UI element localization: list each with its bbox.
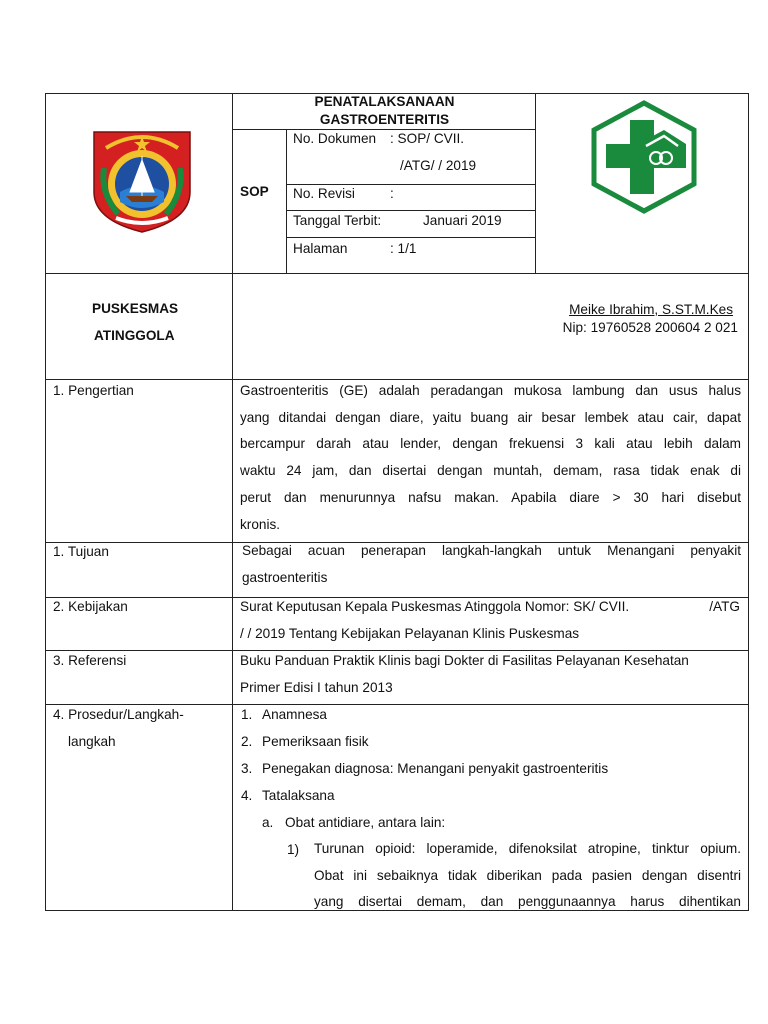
- prosedur-item-text: Tatalaksana: [262, 788, 335, 803]
- prosedur-item-num: 1.: [241, 707, 253, 722]
- no-revisi-value: :: [390, 186, 394, 201]
- referensi-line: Primer Edisi I tahun 2013: [240, 680, 393, 695]
- sub-item-a-text: Obat antidiare, antara lain:: [285, 815, 446, 830]
- prosedur-item-text: Pemeriksaan fisik: [262, 734, 369, 749]
- halaman-label: Halaman: [293, 241, 348, 256]
- pengertian-line: perut dan menurunnya nafsu makan. Apabila diare > 30 hari disebut: [240, 489, 741, 505]
- referensi-line: Buku Panduan Praktik Klinis bagi Dokter di Fasilitas Pelayanan Kesehatan: [240, 653, 689, 668]
- org-name-line2: ATINGGOLA: [94, 328, 175, 343]
- doc-title-line1: PENATALAKSANAAN: [314, 94, 455, 109]
- no-dokumen-value: : SOP/ CVII.: [390, 131, 465, 146]
- regency-seal-icon: [86, 122, 198, 234]
- no-dokumen-label: No. Dokumen: [293, 131, 377, 146]
- tanggal-terbit-label: Tanggal Terbit:: [293, 213, 382, 228]
- tujuan-line: Sebagai acuan penerapan langkah-langkah untuk Menangani penyakit: [242, 543, 741, 558]
- prosedur-item-num: 3.: [241, 761, 253, 776]
- pengertian-line: kronis.: [240, 516, 281, 532]
- sop-label: SOP: [240, 184, 269, 199]
- kebijakan-line2: / / 2019 Tentang Kebijakan Pelayanan Klinis Puskesmas: [240, 626, 580, 641]
- prosedur-item-num: 4.: [241, 788, 253, 803]
- doc-title-line2: GASTROENTERITIS: [319, 112, 450, 127]
- prosedur-label-line2: langkah: [68, 734, 116, 749]
- puskesmas-logo-icon: [590, 100, 698, 214]
- halaman-value: : 1/1: [390, 241, 417, 256]
- tujuan-text: [242, 538, 741, 591]
- tujuan-line: gastroenteritis: [242, 569, 328, 585]
- signer-name: Meike Ibrahim, S.ST.M.Kes: [569, 302, 733, 317]
- sub-item-1-line: Turunan opioid: loperamide, difenoksilat atropine, tinktur opium.: [314, 841, 741, 856]
- prosedur-item-text: Penegakan diagnosa: Menangani penyakit gastroenteritis: [262, 761, 609, 776]
- prosedur-item-num: 2.: [241, 734, 253, 749]
- sub-item-1-text: [314, 836, 741, 916]
- kebijakan-line1: Surat Keputusan Kepala Puskesmas Atinggola Nomor: SK/ CVII.: [240, 599, 630, 614]
- sub-item-1-line: yang disertai demam, dan penggunaannya harus dihentikan: [314, 894, 741, 910]
- pengertian-line: bercampur darah atau lender, dengan frekuensi 3 kali atau lebih dalam: [240, 436, 741, 452]
- signer-nip: Nip: 19760528 200604 2 021: [562, 320, 738, 335]
- prosedur-label-line1: 4. Prosedur/Langkah-: [53, 707, 184, 722]
- no-dokumen-value-2: /ATG/ / 2019: [400, 158, 477, 173]
- org-name-line1: PUSKESMAS: [92, 301, 179, 316]
- sub-item-1-num: 1): [287, 842, 300, 857]
- kebijakan-label: 2. Kebijakan: [53, 599, 128, 614]
- pengertian-label: 1. Pengertian: [53, 383, 134, 398]
- pengertian-text: [240, 378, 741, 538]
- sub-item-1-line: Obat ini sebaiknya tidak diberikan pada pasien dengan disentri: [314, 867, 741, 883]
- no-revisi-label: No. Revisi: [293, 186, 355, 201]
- pengertian-line: waktu 24 jam, dan disertai dengan muntah, demam, rasa tidak enak di: [240, 463, 741, 479]
- tujuan-label: 1. Tujuan: [53, 544, 109, 559]
- prosedur-item-text: Anamnesa: [262, 707, 327, 722]
- tanggal-terbit-value: Januari 2019: [423, 213, 502, 228]
- sub-item-a-num: a.: [262, 815, 274, 830]
- pengertian-line: yang ditandai dengan diare, yaitu buang air besar lembek atau cair, dapat: [240, 409, 741, 425]
- referensi-label: 3. Referensi: [53, 653, 127, 668]
- pengertian-line: Gastroenteritis (GE) adalah peradangan mukosa lambung dan usus halus: [240, 383, 741, 398]
- kebijakan-line1b: /ATG: [709, 599, 740, 614]
